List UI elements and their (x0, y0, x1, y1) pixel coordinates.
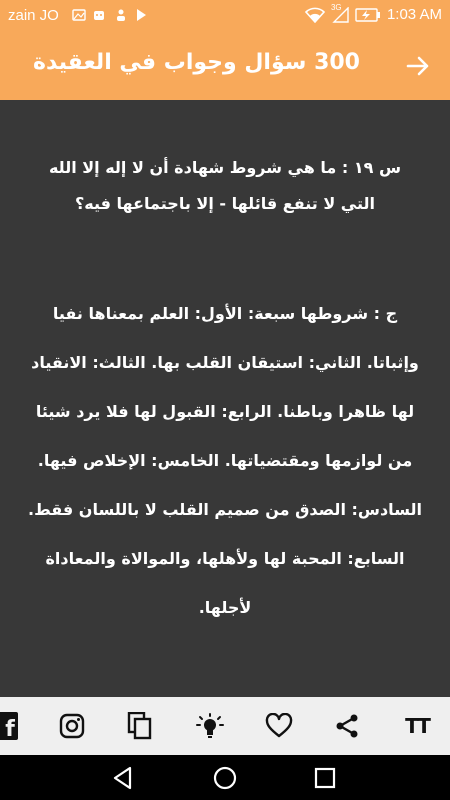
status-bar (0, 0, 450, 32)
system-navigation-bar (0, 755, 450, 800)
home-circle-icon[interactable] (212, 765, 238, 791)
recents-square-icon[interactable] (312, 765, 338, 791)
page-title: 300 سؤال وجواب في العقيدة (33, 50, 360, 75)
instagram-icon[interactable] (58, 712, 86, 740)
font-size-glyph: TT (405, 714, 429, 738)
app-bar (0, 32, 450, 100)
question-text: س ١٩ : ما هي شروط شهادة أن لا إله إلا الله التي لا تنفع قائلها - إلا باجتماعها فيه؟ (48, 158, 402, 213)
android-notification-icon (92, 8, 106, 22)
copy-icon[interactable] (126, 712, 154, 740)
battery-charging-icon (355, 8, 381, 22)
lightbulb-icon[interactable] (196, 712, 224, 740)
facebook-glyph: f (5, 717, 15, 740)
facebook-icon[interactable] (0, 712, 22, 740)
wifi-icon (305, 7, 325, 23)
share-icon[interactable] (333, 712, 361, 740)
cellular-signal-icon (330, 2, 349, 23)
back-triangle-icon[interactable] (110, 765, 136, 791)
image-notification-icon (72, 8, 86, 22)
clock: 1:03 AM (386, 6, 442, 23)
answer-text: ج : شروطها سبعة: الأول: العلم بمعناها نفيا وإثباتا. الثاني: استيقان القلب بها. الثالث: الانقياد لها ظاهرا وباطنا. الرابع: القبول لها فلا يرد شيئا من لوازمها ومقتضياتها. الخامس: الإخلاص فيها. السادس: الصدق من صميم القلب لا باللسان فقط. السابع: المحبة لها ولأهلها، والموالاة والمعاداة لأجلها. (28, 304, 422, 617)
carrier-label: zain JO (8, 7, 59, 24)
network-type-label: 3G (330, 2, 342, 12)
arrow-right-icon[interactable] (404, 52, 432, 80)
font-size-icon[interactable] (401, 712, 433, 740)
play-store-icon (134, 8, 148, 22)
article-content (20, 140, 430, 632)
heart-icon[interactable] (265, 712, 293, 740)
action-toolbar (0, 697, 450, 755)
person-notification-icon (114, 8, 128, 22)
